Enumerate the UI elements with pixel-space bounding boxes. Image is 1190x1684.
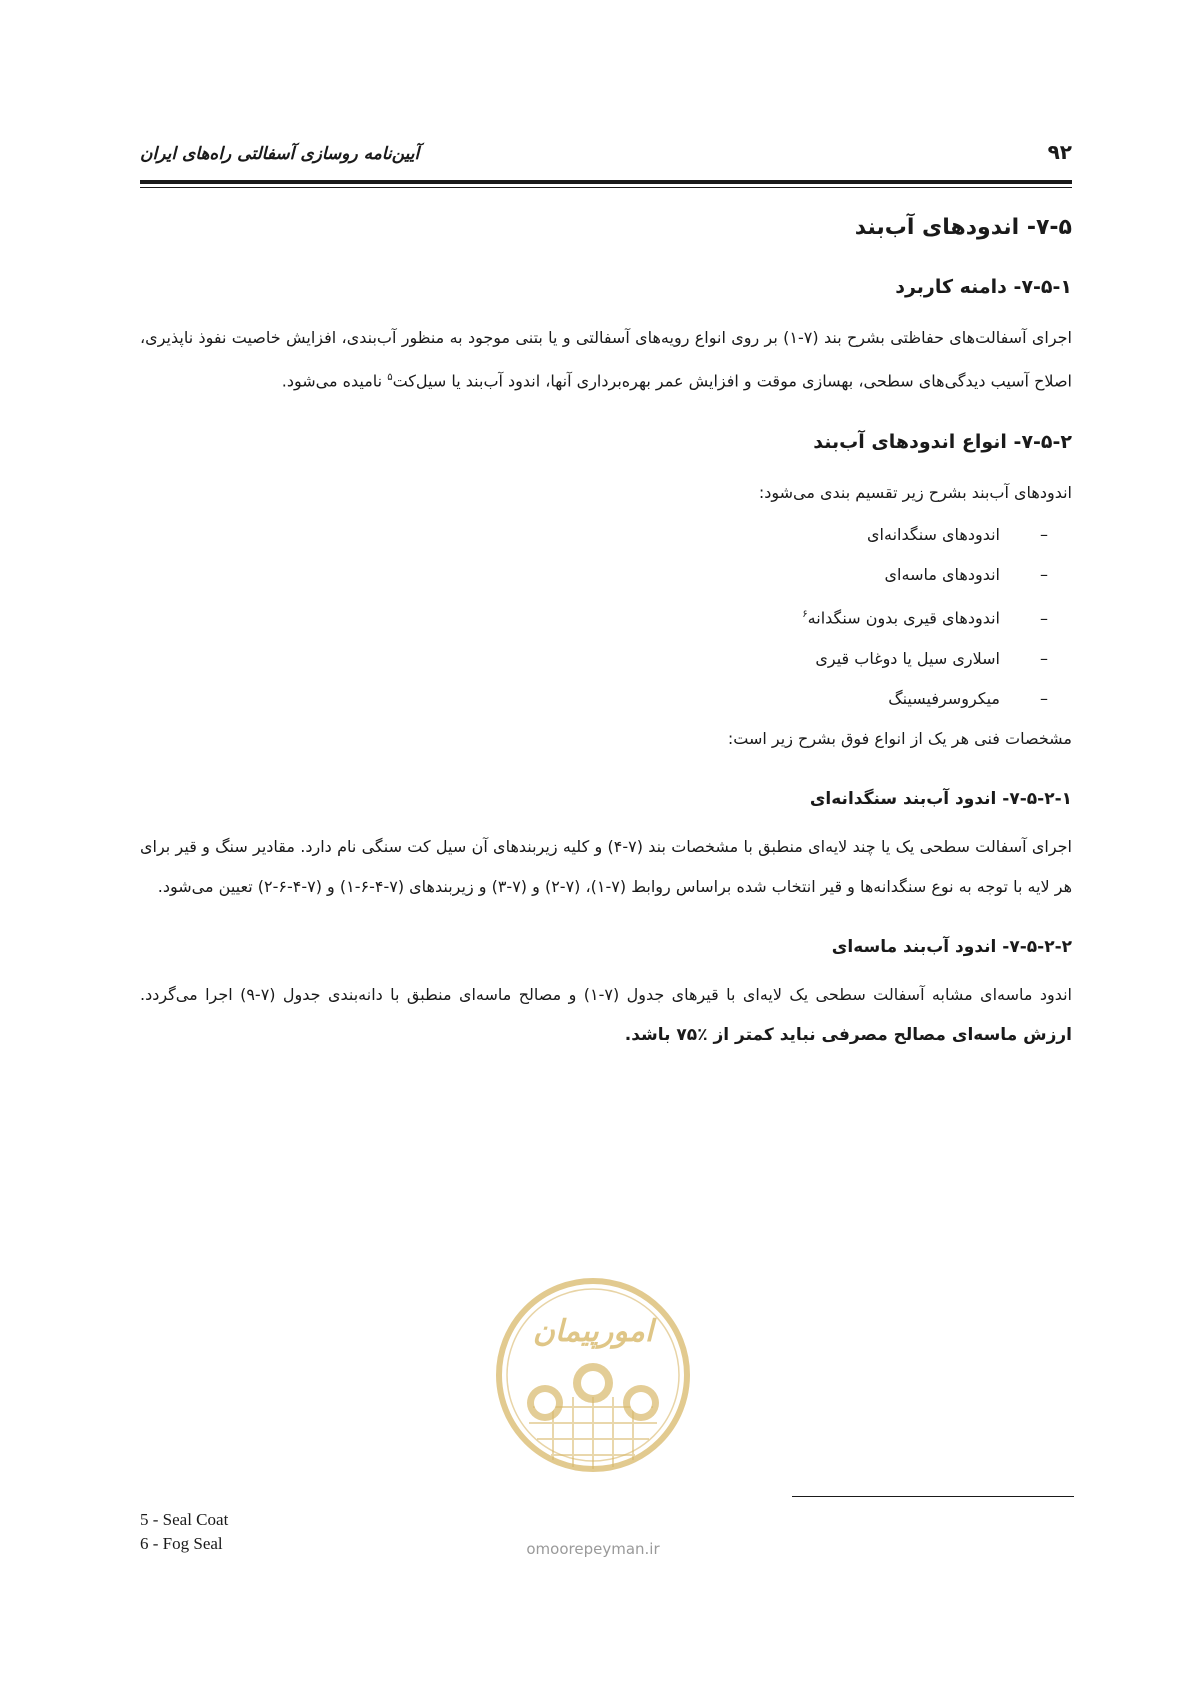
header-rule-thick <box>140 180 1072 184</box>
list-item <box>140 679 1048 719</box>
list-dash: – <box>1040 648 1048 668</box>
aggregate-paragraph: اجرای آسفالت سطحی یک یا چند لایه‌ای منطبق با مشخصات بند (۷-۴) و کلیه زیربندهای آن سیل کت سنگی نام دارد. مقادیر سنگ و قیر برای هر لایه با توجه به نوع سنگدانه‌ها و قیر انتخاب شده براساس روابط (۷-۱)، (۷-۲) و (۷-۳) و زیربندهای (۷-۴-۶-۱) و (۷-۴-۶-۲) تعیین می‌شود. <box>140 836 1072 896</box>
list-dash: – <box>1040 608 1048 628</box>
list-item <box>140 555 1048 595</box>
list-item-text: اندودهای قیری بدون سنگدانه <box>807 608 1000 628</box>
scope-text: اجرای آسفالت‌های حفاظتی بشرح بند (۷-۱) بر روی انواع رویه‌های آسفالتی و یا بتنی موجود به منظور آب‌بندی، افزایش خاصیت نفوذ ناپذیری، اصلاح آسیب دیدگی‌های سطحی، بهسازی موقت و افزایش عمر بهره‌برداری آنها، اندود آب‌بند یا سیل‌کت <box>140 328 1072 391</box>
main-content <box>140 215 1072 1085</box>
subsection-heading-scope: ۷-۵-۱- دامنه کاربرد <box>895 276 1072 298</box>
watermark-stamp <box>493 1275 693 1475</box>
watermark-url: omoorepeyman.ir <box>526 1540 660 1558</box>
footnote-ref-6: ۶ <box>802 609 808 621</box>
footnotes <box>140 1508 228 1556</box>
subsubsection-heading-aggregate: ۷-۵-۲-۱- اندود آب‌بند سنگدانه‌ای <box>809 788 1072 809</box>
list-dash: – <box>1040 565 1048 585</box>
scope-text-end: نامیده می‌شود. <box>281 371 388 391</box>
scope-paragraph <box>140 318 1072 401</box>
list-item-text: اندودهای ماسه‌ای <box>884 565 1000 585</box>
list-item <box>140 595 1048 638</box>
list-item <box>140 515 1048 555</box>
types-after: مشخصات فنی هر یک از انواع فوق بشرح زیر است: <box>727 728 1072 748</box>
list-item-text: میکروسرفیسینگ <box>888 688 1000 708</box>
types-lead: اندودهای آب‌بند بشرح زیر تقسیم بندی می‌شود: <box>758 483 1072 503</box>
sand-paragraph <box>140 975 1072 1055</box>
list-item <box>140 639 1048 679</box>
page-number: ۹۲ <box>1047 140 1072 164</box>
footnote-5: 5 - Seal Coat <box>140 1510 229 1529</box>
list-item-text: اسلاری سیل یا دوغاب قیری <box>815 648 1000 668</box>
types-list <box>140 515 1072 718</box>
sand-bold-sentence: ارزش ماسه‌ای مصالح مصرفی نباید کمتر از ٪۷۵ باشد. <box>624 1024 1072 1045</box>
footnote-6: 6 - Fog Seal <box>140 1534 223 1553</box>
subsubsection-heading-sand: ۷-۵-۲-۲- اندود آب‌بند ماسه‌ای <box>831 936 1072 957</box>
list-dash: – <box>1040 525 1048 545</box>
sand-text: اندود ماسه‌ای مشابه آسفالت سطحی یک لایه‌ای با قیرهای جدول (۷-۱) و مصالح ماسه‌ای منطبق با دانه‌بندی جدول (۷-۹) اجرا می‌گردد. <box>140 984 1072 1004</box>
list-item-text: اندودهای سنگدانه‌ای <box>867 525 1000 545</box>
list-dash: – <box>1040 688 1048 708</box>
stamp-logo-text: امورپیمان <box>532 1314 654 1349</box>
header-title: آیین‌نامه روسازی آسفالتی راه‌های ایران <box>140 144 420 164</box>
header-rule-thin <box>140 187 1072 188</box>
section-heading: ۷-۵- اندودهای آب‌بند <box>854 215 1072 240</box>
footnote-ref-5: ۵ <box>387 372 393 383</box>
subsection-heading-types: ۷-۵-۲- انواع اندودهای آب‌بند <box>813 431 1072 454</box>
footnote-rule <box>792 1496 1074 1497</box>
running-header <box>140 138 1072 178</box>
